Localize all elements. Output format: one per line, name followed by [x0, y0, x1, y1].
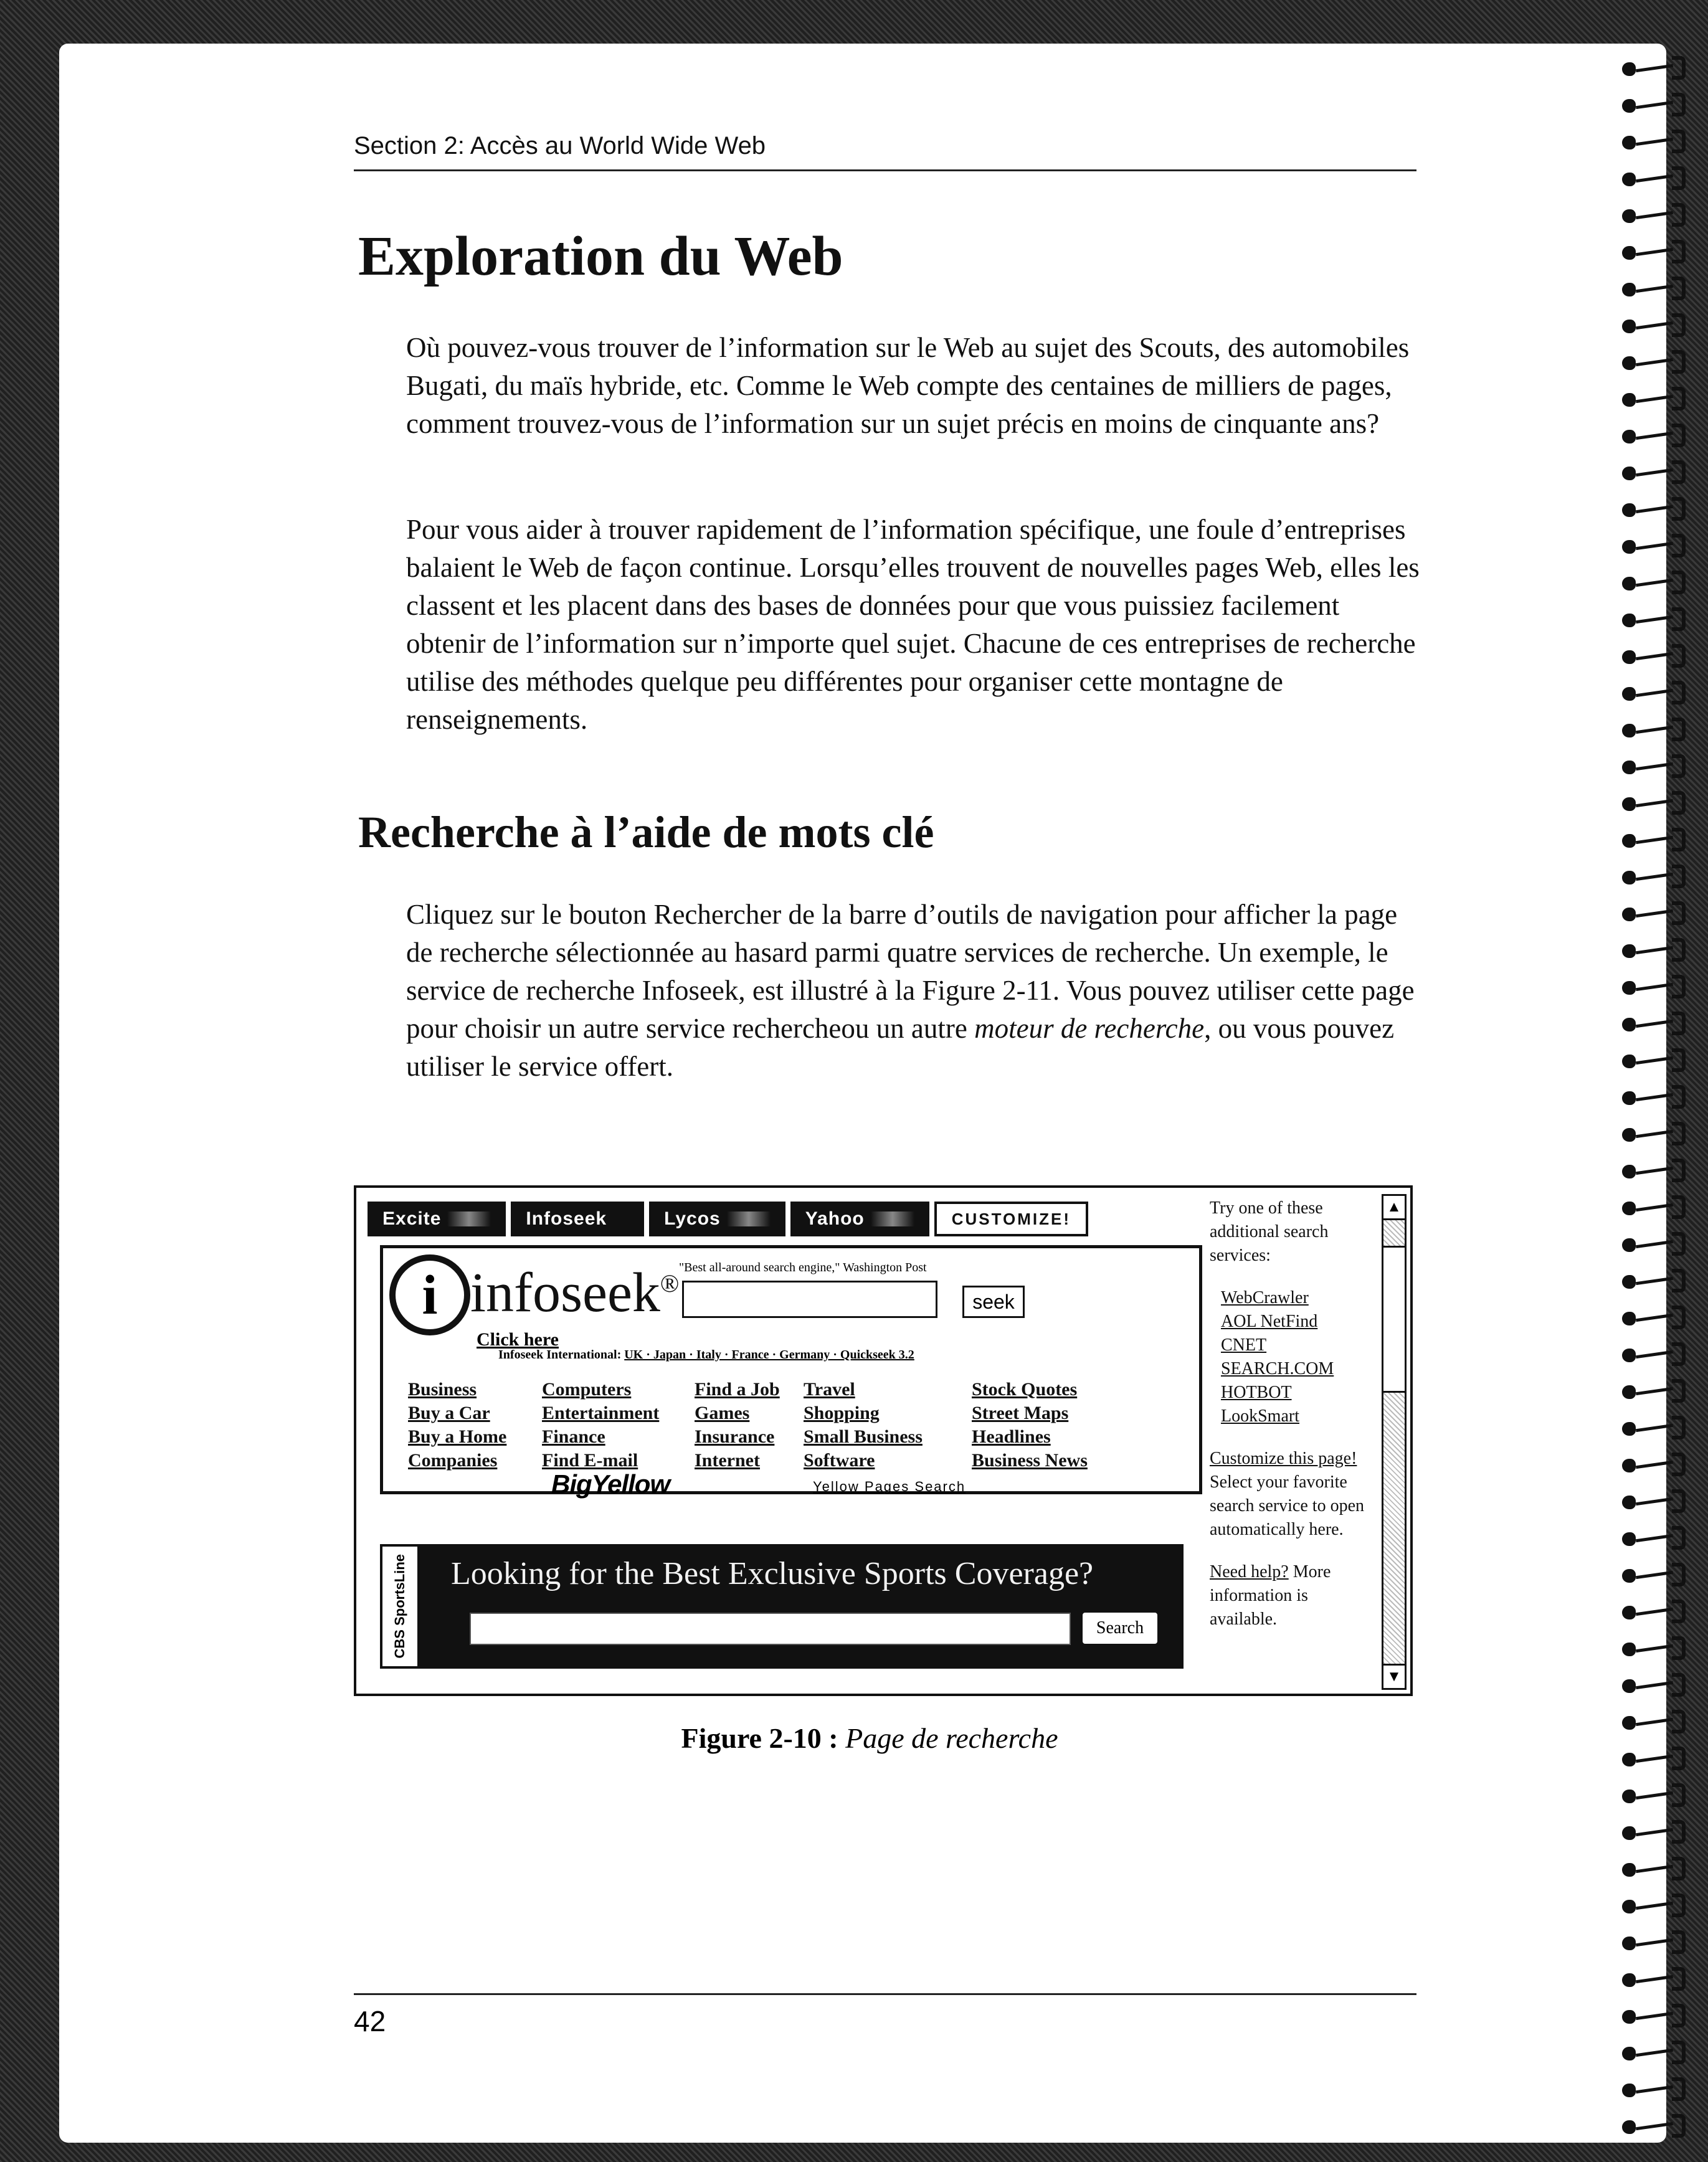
category-links	[408, 1379, 1109, 1471]
infoseek-panel	[380, 1245, 1202, 1499]
spiral-ring-icon	[1620, 424, 1694, 447]
service-link[interactable]: HOTBOT	[1221, 1383, 1292, 1402]
footer-rule	[354, 1993, 1416, 1995]
help-text: More information is available.	[1210, 1562, 1331, 1629]
category-link[interactable]: Software	[804, 1450, 875, 1471]
spiral-ring-icon	[1620, 2077, 1694, 2101]
page-number: 42	[354, 2005, 386, 2037]
spiral-ring-icon	[1620, 791, 1694, 815]
spiral-ring-icon	[1620, 130, 1694, 153]
tab-label: Yahoo	[805, 1208, 865, 1229]
international-label: Infoseek International:	[498, 1348, 622, 1362]
cbs-logo-text: CBS SportsLine	[392, 1554, 407, 1659]
category-link[interactable]: Business	[408, 1379, 477, 1400]
tab-label: Lycos	[664, 1208, 721, 1229]
header-rule	[354, 169, 1416, 171]
category-link[interactable]: Buy a Home	[408, 1426, 507, 1447]
scroll-down-icon[interactable]: ▼	[1383, 1664, 1405, 1688]
paragraph-3-emphasis: moteur de recherche	[974, 1013, 1205, 1044]
search-page-screenshot	[354, 1185, 1413, 1696]
paragraph-3-end: , ou vous pouvez utiliser le service offert.	[406, 1013, 1395, 1082]
spiral-ring-icon	[1620, 56, 1694, 80]
figure-caption	[0, 1722, 1708, 1755]
sports-search-input[interactable]	[470, 1613, 1071, 1645]
spiral-ring-icon	[1620, 1195, 1694, 1219]
spiral-ring-icon	[1620, 2041, 1694, 2064]
spiral-ring-icon	[1620, 865, 1694, 888]
category-link[interactable]: Find E-mail	[542, 1450, 638, 1471]
spiral-ring-icon	[1620, 166, 1694, 190]
spiral-ring-icon	[1620, 313, 1694, 337]
category-link[interactable]: Shopping	[804, 1403, 880, 1423]
banner-headline: Looking for the Best Exclusive Sports Coverage?	[451, 1556, 1094, 1591]
seek-button[interactable]: seek	[962, 1286, 1025, 1318]
spiral-ring-icon	[1620, 1085, 1694, 1109]
tab-excite[interactable]	[368, 1202, 506, 1236]
category-link[interactable]: Buy a Car	[408, 1403, 490, 1423]
spiral-ring-icon	[1620, 1930, 1694, 1954]
category-link[interactable]: Finance	[542, 1426, 605, 1447]
category-link[interactable]: Companies	[408, 1450, 498, 1471]
service-link[interactable]: CNET	[1221, 1335, 1267, 1355]
category-link[interactable]: Entertainment	[542, 1403, 660, 1423]
tab-label: Excite	[382, 1208, 442, 1229]
spiral-ring-icon	[1620, 350, 1694, 374]
service-list	[1210, 1286, 1372, 1428]
category-link[interactable]: Insurance	[695, 1426, 775, 1447]
spiral-ring-icon	[1620, 1048, 1694, 1072]
spiral-ring-icon	[1620, 534, 1694, 557]
spiral-ring-icon	[1620, 1563, 1694, 1586]
spiral-ring-icon	[1620, 1600, 1694, 1623]
service-link[interactable]: WebCrawler	[1221, 1288, 1309, 1307]
running-header: Section 2: Accès au World Wide Web	[354, 132, 766, 159]
international-links	[498, 1348, 914, 1362]
tab-lycos[interactable]	[649, 1202, 785, 1236]
spiral-ring-icon	[1620, 1783, 1694, 1807]
tab-label: CUSTOMIZE!	[951, 1209, 1071, 1228]
bigyellow-logo: BigYellow	[551, 1469, 670, 1499]
sidebar-intro: Try one of these additional search services:	[1210, 1198, 1329, 1265]
spiral-ring-icon	[1620, 1159, 1694, 1182]
spiral-ring-icon	[1620, 681, 1694, 704]
tab-label: Infoseek	[526, 1208, 607, 1229]
infoseek-logo-icon	[389, 1254, 470, 1335]
spiral-ring-icon	[1620, 1306, 1694, 1329]
spiral-ring-icon	[1620, 1342, 1694, 1366]
spiral-ring-icon	[1620, 1269, 1694, 1292]
spiral-ring-icon	[1620, 203, 1694, 227]
spiral-ring-icon	[1620, 1967, 1694, 1991]
scroll-thumb[interactable]	[1383, 1246, 1405, 1393]
logo-word: infoseek	[470, 1262, 660, 1324]
logo-letter: i	[422, 1264, 438, 1326]
spiral-ring-icon	[1620, 1820, 1694, 1844]
category-link[interactable]: Computers	[542, 1379, 632, 1400]
vertical-scrollbar[interactable]	[1382, 1194, 1407, 1690]
category-link[interactable]: Headlines	[972, 1426, 1051, 1447]
sportsline-banner[interactable]	[380, 1544, 1184, 1669]
scroll-up-icon[interactable]: ▲	[1383, 1196, 1405, 1220]
paragraph-1: Où pouvez-vous trouver de l’information sur le Web au sujet des Scouts, des automobiles Bugati, du maïs hybride, etc. Comme le Web compte des centaines de milliers de pages, comment trouvez-vous de l’information sur un sujet précis en moins de cinquante ans?	[406, 332, 1410, 439]
spiral-ring-icon	[1620, 571, 1694, 594]
help-link[interactable]: Need help?	[1210, 1562, 1289, 1581]
spiral-ring-icon	[1620, 1857, 1694, 1880]
additional-services-sidebar	[1210, 1197, 1372, 1631]
spiral-ring-icon	[1620, 497, 1694, 521]
category-link[interactable]: Internet	[695, 1450, 760, 1471]
spiral-ring-icon	[1620, 277, 1694, 300]
spiral-ring-icon	[1620, 644, 1694, 668]
press-quote: "Best all-around search engine," Washington Post	[679, 1261, 927, 1274]
spiral-ring-icon	[1620, 1894, 1694, 1917]
spiral-ring-icon	[1620, 607, 1694, 631]
spiral-ring-icon	[1620, 975, 1694, 998]
yellow-pages-link[interactable]: Yellow Pages Search	[813, 1479, 966, 1494]
spiral-ring-icon	[1620, 1636, 1694, 1660]
category-link[interactable]: Small Business	[804, 1426, 923, 1447]
spiral-ring-icon	[1620, 1012, 1694, 1035]
registered-mark: ®	[660, 1269, 680, 1297]
spiral-ring-icon	[1620, 1379, 1694, 1403]
paragraph-2: Pour vous aider à trouver rapidement de l’information spécifique, une foule d’entreprises balaient le Web de façon continue. Lorsqu’elles trouvent de nouvelles pages Web, elles les classent et les placent dans des bases de données pour que vous puissiez facilement obtenir de l’information sur n’importe quel sujet. Chacune de ces entreprises de recherche utilise des méthodes quelque peu différentes pour organiser cette montagne de renseignements.	[406, 514, 1420, 735]
paragraph-3-text: Cliquez sur le bouton Rechercher de la barre d’outils de navigation pour afficher la page de recherche sélectionnée au hasard parmi quatre services de recherche. Un exemple, le service de recherche Infoseek, est illustré à la Figure 2-11. Vous pouvez utiliser cette page pour choisir un autre service rechercheou un autre	[406, 899, 1415, 1044]
spiral-ring-icon	[1620, 1526, 1694, 1550]
customize-section	[1210, 1447, 1372, 1542]
service-link[interactable]: LookSmart	[1221, 1406, 1299, 1426]
click-here-link[interactable]: Click here	[477, 1329, 559, 1350]
spiral-ring-icon	[1620, 2004, 1694, 2027]
infoseek-logo-text	[470, 1261, 679, 1325]
help-section	[1210, 1560, 1372, 1631]
caption-text: Page de recherche	[845, 1722, 1058, 1754]
tab-customize[interactable]	[934, 1202, 1088, 1236]
service-link[interactable]: AOL NetFind	[1221, 1312, 1318, 1331]
sports-search-button[interactable]: Search	[1080, 1610, 1160, 1646]
spiral-ring-icon	[1620, 1416, 1694, 1439]
customize-link[interactable]: Customize this page!	[1210, 1449, 1357, 1468]
spiral-ring-icon	[1620, 1122, 1694, 1145]
search-engine-tabs	[368, 1202, 1088, 1236]
category-link[interactable]: Travel	[804, 1379, 855, 1400]
spiral-ring-icon	[1620, 93, 1694, 116]
spiral-ring-icon	[1620, 387, 1694, 410]
paragraph-3	[406, 896, 1421, 1086]
spiral-ring-icon	[1620, 828, 1694, 851]
spiral-ring-icon	[1620, 1673, 1694, 1697]
spiral-ring-icon	[1620, 240, 1694, 263]
spiral-ring-icon	[1620, 1453, 1694, 1476]
spiral-ring-icon	[1620, 754, 1694, 778]
spiral-binding	[1620, 56, 1708, 2143]
caption-label: Figure 2-10 :	[681, 1722, 838, 1754]
tab-gradient	[447, 1211, 491, 1226]
category-link[interactable]: Business News	[972, 1450, 1088, 1471]
tab-gradient	[727, 1211, 771, 1226]
spiral-ring-icon	[1620, 901, 1694, 925]
section-heading: Recherche à l’aide de mots clé	[358, 807, 934, 857]
customize-text: Select your favorite search service to open automatically here.	[1210, 1472, 1364, 1539]
infoseek-search-input[interactable]	[682, 1281, 937, 1318]
cbs-sportsline-logo	[382, 1547, 420, 1666]
spiral-ring-icon	[1620, 1232, 1694, 1256]
spiral-ring-icon	[1620, 718, 1694, 741]
category-link[interactable]: Games	[695, 1403, 750, 1423]
spiral-ring-icon	[1620, 1489, 1694, 1513]
spiral-ring-icon	[1620, 938, 1694, 962]
category-link[interactable]: Find a Job	[695, 1379, 780, 1400]
category-link[interactable]: Stock Quotes	[972, 1379, 1078, 1400]
category-link[interactable]: Street Maps	[972, 1403, 1069, 1423]
spiral-ring-icon	[1620, 2114, 1694, 2138]
international-sites-links[interactable]: UK · Japan · Italy · France · Germany · Quickseek 3.2	[624, 1348, 914, 1362]
service-link[interactable]: SEARCH.COM	[1221, 1359, 1334, 1378]
tab-gradient	[871, 1211, 914, 1226]
tab-yahoo[interactable]	[790, 1202, 929, 1236]
page-title: Exploration du Web	[358, 225, 843, 287]
spiral-ring-icon	[1620, 460, 1694, 484]
tab-infoseek[interactable]	[511, 1202, 644, 1236]
